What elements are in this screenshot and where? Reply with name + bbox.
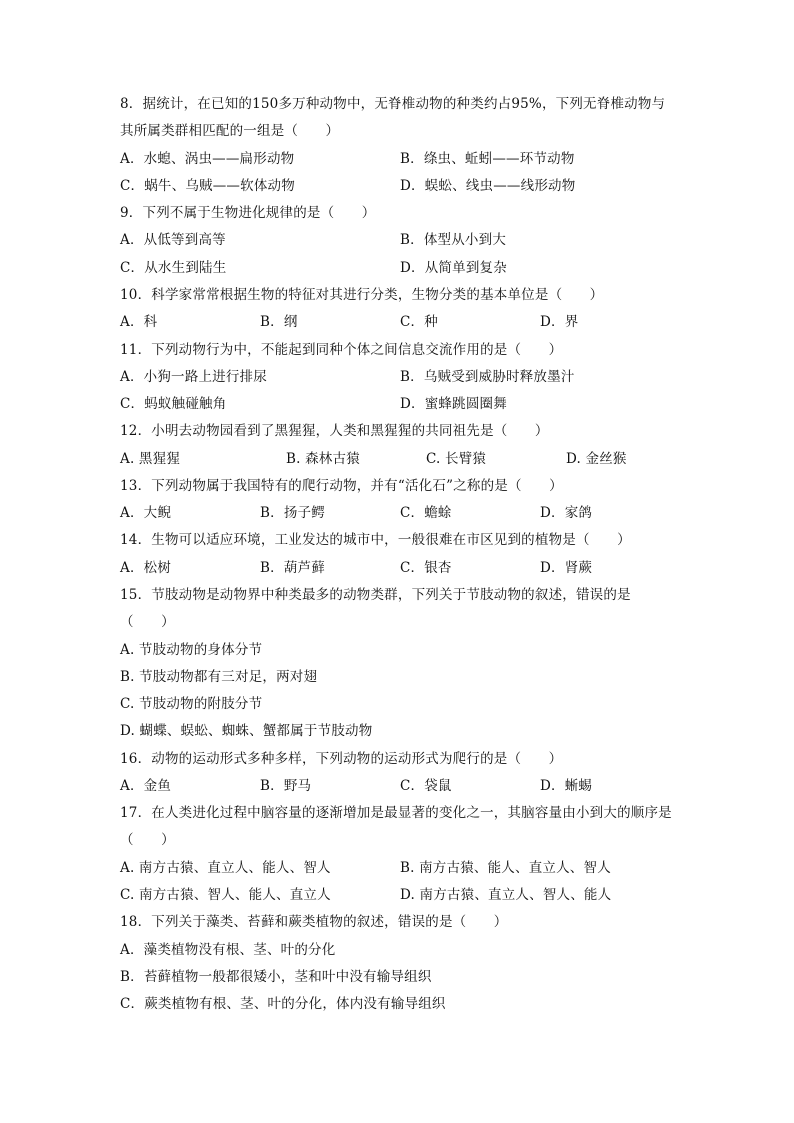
question-16-option-c: C．袋鼠 (400, 778, 452, 794)
question-9-stem: 9．下列不属于生物进化规律的是（ ） (120, 205, 376, 221)
question-10-option-c: C．种 (400, 314, 438, 330)
question-17-stem-line-1: 17．在人类进化过程中脑容量的逐渐增加是最显著的变化之一，其脑容量由小到大的顺序是 (120, 805, 672, 821)
question-11-stem: 11．下列动物行为中，不能起到同种个体之间信息交流作用的是（ ） (120, 342, 563, 358)
question-18-option-c: C．蕨类植物有根、茎、叶的分化，体内没有输导组织 (120, 996, 446, 1012)
question-15-option-c: C. 节肢动物的附肢分节 (120, 696, 263, 712)
question-9-option-b: B．体型从小到大 (400, 232, 507, 248)
question-12-option-a: A. 黑猩猩 (120, 451, 181, 467)
question-12-option-d: D. 金丝猴 (566, 451, 627, 467)
question-17-option-a: A. 南方古猿、直立人、能人、智人 (120, 860, 331, 876)
question-11-option-d: D．蜜蜂跳圆圈舞 (400, 396, 507, 412)
question-15-stem-line-2: （ ） (120, 614, 175, 630)
question-8-option-d: D．蜈蚣、线虫——线形动物 (400, 178, 576, 194)
question-8-option-a: A．水螅、涡虫——扁形动物 (120, 151, 295, 167)
question-16-option-d: D．蜥蜴 (540, 778, 593, 794)
question-12-option-b: B. 森林古猿 (286, 451, 360, 467)
question-14-option-c: C．银杏 (400, 560, 452, 576)
question-14-option-b: B．葫芦藓 (260, 560, 325, 576)
question-17-option-c: C. 南方古猿、智人、能人、直立人 (120, 887, 331, 903)
question-10-option-d: D．界 (540, 314, 579, 330)
question-18-stem: 18．下列关于藻类、苔藓和蕨类植物的叙述，错误的是（ ） (120, 914, 508, 930)
question-16-stem: 16．动物的运动形式多种多样，下列动物的运动形式为爬行的是（ ） (120, 751, 563, 767)
question-14-option-d: D．肾蕨 (540, 560, 593, 576)
question-11-option-c: C．蚂蚁触碰触角 (120, 396, 227, 412)
question-13-option-b: B．扬子鳄 (260, 505, 325, 521)
question-13-stem: 13．下列动物属于我国特有的爬行动物，并有“活化石”之称的是（ ） (120, 478, 563, 494)
question-15-option-d: D. 蝴蝶、蜈蚣、蜘蛛、蟹都属于节肢动物 (120, 723, 373, 739)
question-15-stem-line-1: 15．节肢动物是动物界中种类最多的动物类群，下列关于节肢动物的叙述，错误的是 (120, 587, 631, 603)
question-8-stem-line-2: 其所属类群相匹配的一组是（ ） (120, 123, 340, 139)
question-15-option-b: B. 节肢动物都有三对足，两对翅 (120, 669, 318, 685)
question-11-option-b: B．乌贼受到威胁时释放墨汁 (400, 369, 575, 385)
question-12-stem: 12．小明去动物园看到了黑猩猩，人类和黑猩猩的共同祖先是（ ） (120, 423, 549, 439)
question-14-option-a: A．松树 (120, 560, 172, 576)
question-8-option-c: C．蜗牛、乌贼——软体动物 (120, 178, 295, 194)
question-16-option-b: B．野马 (260, 778, 312, 794)
question-9-option-c: C．从水生到陆生 (120, 260, 227, 276)
question-15-option-a: A. 节肢动物的身体分节 (120, 642, 263, 658)
question-12-option-c: C. 长臂猿 (426, 451, 487, 467)
question-18-option-a: A．藻类植物没有根、茎、叶的分化 (120, 942, 336, 958)
question-10-option-b: B．纲 (260, 314, 298, 330)
question-8-stem-line-1: 8．据统计，在已知的150多万种动物中，无脊椎动物的种类约占95%，下列无脊椎动物与 (120, 96, 666, 112)
question-13-option-a: A．大鲵 (120, 505, 172, 521)
question-18-option-b: B．苔藓植物一般都很矮小，茎和叶中没有输导组织 (120, 969, 432, 985)
question-17-option-d: D. 南方古猿、直立人、智人、能人 (400, 887, 612, 903)
question-13-option-c: C．蟾蜍 (400, 505, 452, 521)
question-14-stem: 14．生物可以适应环境，工业发达的城市中，一般很难在市区见到的植物是（ ） (120, 532, 631, 548)
question-10-option-a: A．科 (120, 314, 158, 330)
question-17-stem-line-2: （ ） (120, 832, 175, 848)
question-9-option-a: A．从低等到高等 (120, 232, 226, 248)
question-10-stem: 10．科学家常常根据生物的特征对其进行分类，生物分类的基本单位是（ ） (120, 287, 604, 303)
question-16-option-a: A．金鱼 (120, 778, 172, 794)
question-8-option-b: B．绦虫、蚯蚓——环节动物 (400, 151, 575, 167)
question-9-option-d: D．从简单到复杂 (400, 260, 507, 276)
question-13-option-d: D．家鸽 (540, 505, 593, 521)
question-17-option-b: B. 南方古猿、能人、直立人、智人 (400, 860, 611, 876)
question-11-option-a: A．小狗一路上进行排尿 (120, 369, 267, 385)
